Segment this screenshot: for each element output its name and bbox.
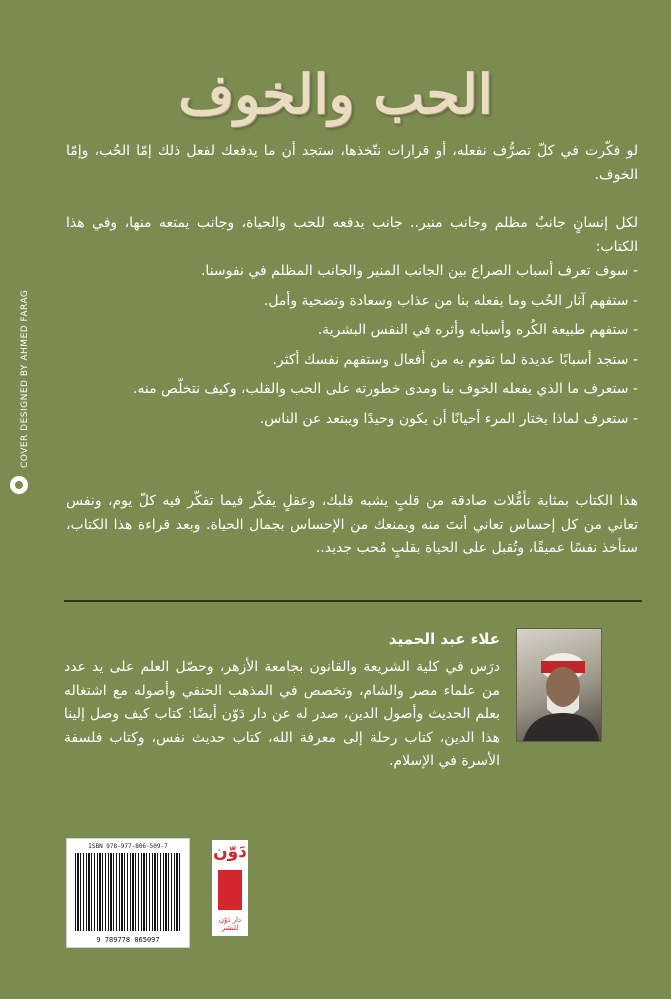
list-item: - ستفهم آثار الحُب وما يفعله بنا من عذاب وسعادة وتضحية وأمل. — [263, 292, 638, 309]
list-item: - ستجد أسبابًا عديدة لما تقوم به من أفعال وستفهم نفسك أكثر. — [272, 351, 638, 368]
publisher-logo — [212, 840, 248, 936]
lead-paragraph — [66, 212, 638, 259]
list-item: - ستعرف لماذا يختار المرء أحيانًا أن يكون وحيدًا ويبتعد عن الناس. — [259, 410, 638, 427]
closing-text: هذا الكتاب بمثابة تأمُّلات صادقة من قلبٍ يشبه قلبك، وعقلٍ يفكّر فيما تفكّر فيه كلّ يوم، ونفس تعاني من كل إحساس تعاني أنتَ منه ويمنعك من الإحساس بجمال الحياة. وبعد قراءة هذا الكتاب، ستأخذ نفسًا عميقًا، وتُقبل على الحياة بقلبٍ مُحب جديد.. — [66, 493, 638, 556]
author-name: علاء عبد الحميد — [388, 630, 500, 648]
designer-logo-icon — [10, 476, 28, 494]
list-item: - سوف تعرف أسباب الصراع بين الجانب المنير والجانب المظلم في نفوسنا. — [200, 263, 638, 279]
closing-paragraph — [66, 490, 638, 561]
section-divider — [64, 600, 642, 602]
publisher-mark-icon — [218, 870, 242, 910]
intro-text: لو فكّرت في كلّ تصرُّف نفعله، أو قرارات نتّخذها، ستجد أن ما يدفعك لفعل ذلك إمّا الحُب، وإمّا الخوف. — [66, 143, 638, 183]
isbn-top-text: ISBN 978-977-806-509-7 — [88, 843, 168, 850]
lead-text: لكل إنسانٍ جانبٌ مظلم وجانب منير.. جانب يدفعه للحب والحياة، وجانب يمتعه منها، وفي هذا الكتاب: — [66, 215, 638, 255]
publisher-tagline: دار دَوّن للنشر — [218, 916, 242, 932]
author-portrait-icon — [517, 629, 601, 741]
barcode-bars-icon — [75, 853, 181, 931]
author-photo — [516, 628, 602, 742]
isbn-barcode — [66, 838, 190, 948]
benefits-list — [66, 260, 638, 437]
author-bio: درَس في كلية الشريعة والقانون بجامعة الأزهر، وحصّل العلم على يد عدد من علماء مصر والشام، وتخصص في المذهب الحنفي وأصوله مع اشتغاله بعلم الحديث وأصول الدين، صدر له عن دار دَوّن أيضًا: كتاب كيف وصل إلينا هذا الدين، كتاب رحلة إلى معرفة الله، كتاب حديث نفس، وكتاب فلسفة الأسرة في الإسلام. — [64, 659, 500, 769]
isbn-number: 9 789778 065097 — [96, 936, 160, 944]
book-title: الحب والخوف — [178, 62, 493, 126]
publisher-name: دَوّن — [213, 842, 247, 862]
list-item: - ستعرف ما الذي يفعله الخوف بنا ومدى خطورته على الحب والقلب، وكيف نتخلّص منه. — [132, 381, 638, 397]
intro-paragraph — [66, 140, 638, 187]
list-item: - ستفهم طبيعة الكُره وأسبابه وأثره في النفس البشرية. — [317, 322, 638, 338]
cover-credit: COVER DESIGNED BY AHMED FARAG — [20, 289, 30, 468]
